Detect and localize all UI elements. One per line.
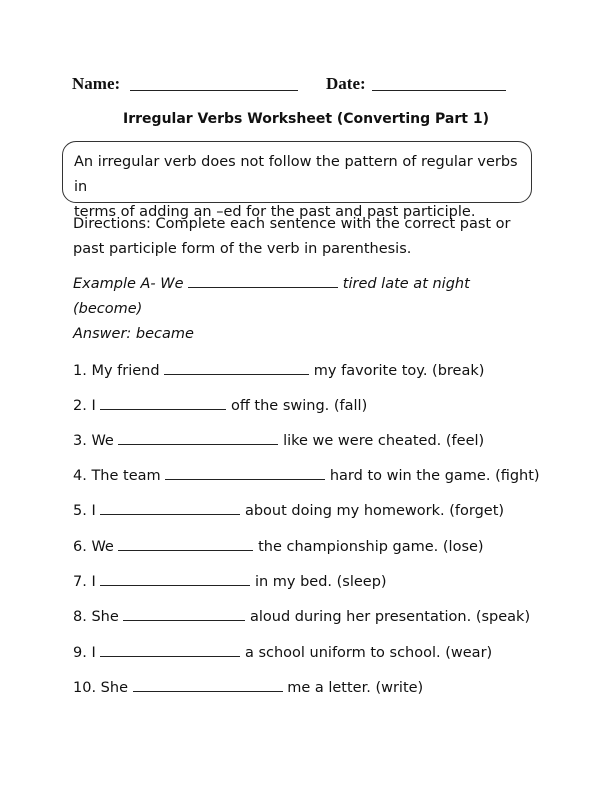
example-sentence <box>73 272 553 297</box>
question-text: 4. The team <box>73 468 161 484</box>
question-text: my favorite toy. (break) <box>313 363 485 379</box>
directions-line-2: past participle form of the verb in parenthesis. <box>73 241 412 257</box>
answer-blank[interactable] <box>118 538 253 551</box>
question-text: 5. I <box>73 503 96 519</box>
name-label: Name: <box>72 74 121 93</box>
question-9 <box>73 643 492 663</box>
answer-blank[interactable] <box>100 502 240 515</box>
worksheet-title: Irregular Verbs Worksheet (Converting Part 1) <box>123 111 489 127</box>
question-text: in my bed. (sleep) <box>254 574 387 590</box>
question-3 <box>73 431 484 451</box>
example-verb: (become) <box>73 301 143 317</box>
question-text: 3. We <box>73 433 114 449</box>
question-text: 10. She <box>73 680 128 696</box>
question-text: off the swing. (fall) <box>230 398 368 414</box>
question-6 <box>73 537 484 557</box>
directions-line-1: Directions: Complete each sentence with the correct past or <box>73 216 511 232</box>
question-text: 7. I <box>73 574 96 590</box>
question-text: hard to win the game. (fight) <box>329 468 540 484</box>
question-text: 8. She <box>73 609 119 625</box>
question-10 <box>73 678 423 698</box>
question-5 <box>73 501 504 521</box>
question-text: a school uniform to school. (wear) <box>244 645 493 661</box>
definition-line-2: terms of adding an –ed for the past and past participle. <box>74 204 476 220</box>
example <box>73 272 553 347</box>
question-text: about doing my homework. (forget) <box>244 503 505 519</box>
example-blank[interactable] <box>188 275 338 288</box>
question-text: aloud during her presentation. (speak) <box>249 609 531 625</box>
definition-box <box>62 141 532 220</box>
question-text: like we were cheated. (feel) <box>283 433 485 449</box>
question-text: 9. I <box>73 645 96 661</box>
answer-blank[interactable] <box>133 679 283 692</box>
answer-blank[interactable] <box>164 362 309 375</box>
question-text: me a letter. (write) <box>287 680 424 696</box>
example-answer: Answer: became <box>73 326 194 342</box>
question-text: the championship game. (lose) <box>258 539 484 555</box>
question-text: 1. My friend <box>73 363 160 379</box>
question-text: 2. I <box>73 398 96 414</box>
answer-blank[interactable] <box>100 644 240 657</box>
date-label: Date: <box>326 74 366 93</box>
answer-blank[interactable] <box>100 397 226 410</box>
name-field[interactable] <box>130 76 298 91</box>
definition-line-1: An irregular verb does not follow the pattern of regular verbs in <box>74 154 518 195</box>
question-7 <box>73 572 387 592</box>
answer-blank[interactable] <box>100 573 250 586</box>
question-1 <box>73 361 484 381</box>
date-field[interactable] <box>372 76 506 91</box>
question-8 <box>73 607 530 627</box>
example-before: Example A- We <box>73 276 184 292</box>
answer-blank[interactable] <box>165 467 325 480</box>
example-after: tired late at night <box>342 276 470 292</box>
answer-blank[interactable] <box>118 432 278 445</box>
question-4 <box>73 466 540 486</box>
answer-blank[interactable] <box>123 608 245 621</box>
question-2 <box>73 396 367 416</box>
directions <box>73 212 553 262</box>
question-text: 6. We <box>73 539 114 555</box>
